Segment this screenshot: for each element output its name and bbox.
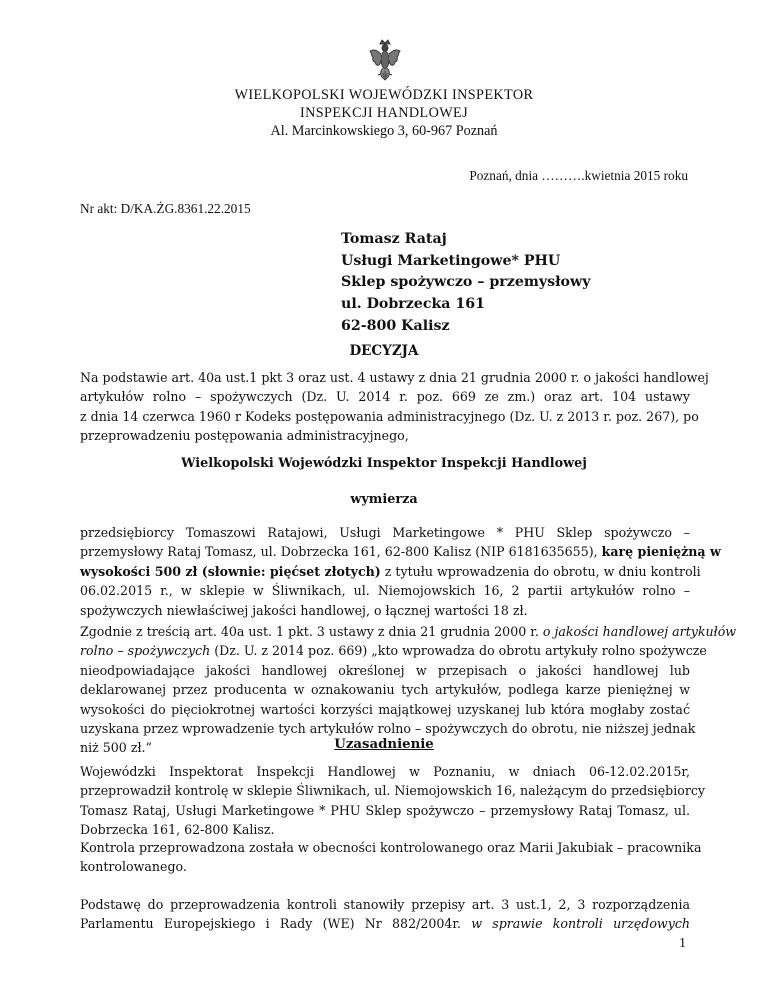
text-line: przeprowadzeniu postępowania administracyjnego, — [80, 428, 409, 444]
text-segment: (Dz. U. z 2014 poz. 669) „kto wprowadza do obrotu artykuły rolno spożywcze — [210, 643, 707, 659]
addressee-block — [341, 229, 590, 338]
presence-paragraph — [80, 838, 702, 877]
text-segment: Zgodnie z treścią art. 40a ust. 1 pkt. 3 ustawy z dnia 21 grudnia 2000 r. — [80, 624, 543, 639]
text-segment: z tytułu wprowadzenia do obrotu, w dniu kontroli — [380, 563, 701, 579]
header-authority-line: INSPEKCJI HANDLOWEJ — [300, 105, 468, 121]
text-line: Podstawę do przeprowadzenia kontroli stanowiły przepisy art. 3 ust.1, 2, 3 rozporządzenia — [80, 897, 690, 912]
inspection-paragraph — [80, 762, 706, 840]
text-line — [80, 542, 721, 561]
justification-title: Uzasadnienie — [334, 737, 434, 752]
text-line: 06.02.2015 r., w sklepie w Śliwnikach, ul. Niemojowskich 16, 2 partii artykułów rolno – — [80, 583, 690, 599]
text-line: Kontrola przeprowadzona została w obecności kontrolowanego oraz Marii Jakubiak – pracownika — [80, 840, 702, 855]
text-line: artykułów rolno – spożywczych (Dz. U. 2014 r. poz. 669 ze zm.) oraz art. 104 ustawy — [80, 389, 690, 405]
addressee-line: Usługi Marketingowe* PHU — [341, 252, 561, 269]
legal-basis-paragraph — [80, 368, 709, 446]
text-line — [80, 641, 707, 660]
bold-text-segment: wysokości 500 zł (słownie: pięćset złotych) — [80, 563, 381, 579]
addressee-line: Sklep spożywczo – przemysłowy — [341, 274, 591, 291]
inspector-title: Wielkopolski Wojewódzki Inspektor Inspekcji Handlowej — [181, 456, 587, 471]
text-line — [80, 562, 701, 581]
imposes-heading: wymierza — [350, 492, 418, 507]
text-line — [80, 622, 737, 641]
addressee-line: ul. Dobrzecka 161 — [341, 296, 486, 313]
penalty-paragraph — [80, 523, 721, 620]
text-segment: Parlamentu Europejskiego i Rady (WE) Nr 882/2004r. — [80, 916, 472, 932]
case-number: Nr akt: D/KA.ŻG.8361.22.2015 — [80, 201, 251, 216]
text-line: wysokości do pięciokrotnej wartości korzyści majątkowej uzyskanej lub która mogłaby zostać — [80, 701, 690, 717]
text-line: Wojewódzki Inspektorat Inspekcji Handlowej w Poznaniu, w dniach 06-12.02.2015r, — [80, 764, 690, 779]
text-line: deklarowanej przez producenta w oznakowaniu tych artykułów, podlega karze pieniężnej w — [80, 682, 690, 698]
text-line — [80, 914, 690, 933]
text-line: spożywczych niewłaściwej jakości handlowej, o łącznej wartości 18 zł. — [80, 602, 528, 618]
text-line: kontrolowanego. — [80, 859, 187, 875]
text-line: niż 500 zł.” — [80, 740, 152, 756]
italic-text-segment: rolno – spożywczych — [80, 643, 211, 659]
header-address: Al. Marcinkowskiego 3, 60-967 Poznań — [270, 123, 498, 139]
text-segment: przemysłowy Rataj Tomasz, ul. Dobrzecka 161, 62-800 Kalisz (NIP 6181635655), — [80, 544, 602, 560]
addressee-line: 62-800 Kalisz — [341, 317, 450, 334]
italic-text-segment: w sprawie kontroli urzędowych — [471, 916, 690, 932]
header-authority-line: WIELKOPOLSKI WOJEWÓDZKI INSPEKTOR — [234, 87, 534, 103]
text-line: Na podstawie art. 40a ust.1 pkt 3 oraz ust. 4 ustawy z dnia 21 grudnia 2000 r. o jakości handlowej — [80, 370, 709, 385]
decision-title: DECYZJA — [349, 343, 419, 359]
text-line: Dobrzecka 161, 62-800 Kalisz. — [80, 822, 275, 838]
text-line: Tomasz Rataj, Usługi Marketingowe * PHU Sklep spożywczo – przemysłowy Rataj Tomasz, ul. — [80, 802, 690, 818]
bold-text-segment: karę pieniężną w — [601, 544, 721, 560]
basis-paragraph — [80, 895, 690, 934]
date-line: Poznań, dnia ……….kwietnia 2015 roku — [469, 168, 688, 183]
text-line: uzyskana przez wprowadzenie tych artykułów rolno – spożywczych do obrotu, nie niższej jednak — [80, 721, 696, 737]
text-line: przeprowadził kontrolę w sklepie Śliwnikach, ul. Niemojowskich 16, należącym do przedsiębiorcy — [80, 783, 706, 799]
text-line: nieodpowiadające jakości handlowej określonej w przepisach o jakości handlowej lub — [80, 662, 690, 678]
polish-eagle-emblem-icon — [368, 38, 402, 82]
addressee-line: Tomasz Rataj — [341, 231, 447, 247]
text-line: przedsiębiorcy Tomaszowi Ratajowi, Usługi Marketingowe * PHU Sklep spożywczo – — [80, 525, 690, 540]
italic-text-segment: o jakości handlowej artykułów — [542, 624, 737, 639]
page-number: 1 — [679, 936, 686, 951]
text-line: z dnia 14 czerwca 1960 r Kodeks postępowania administracyjnego (Dz. U. z 2013 r. poz. 267), po — [80, 408, 699, 424]
